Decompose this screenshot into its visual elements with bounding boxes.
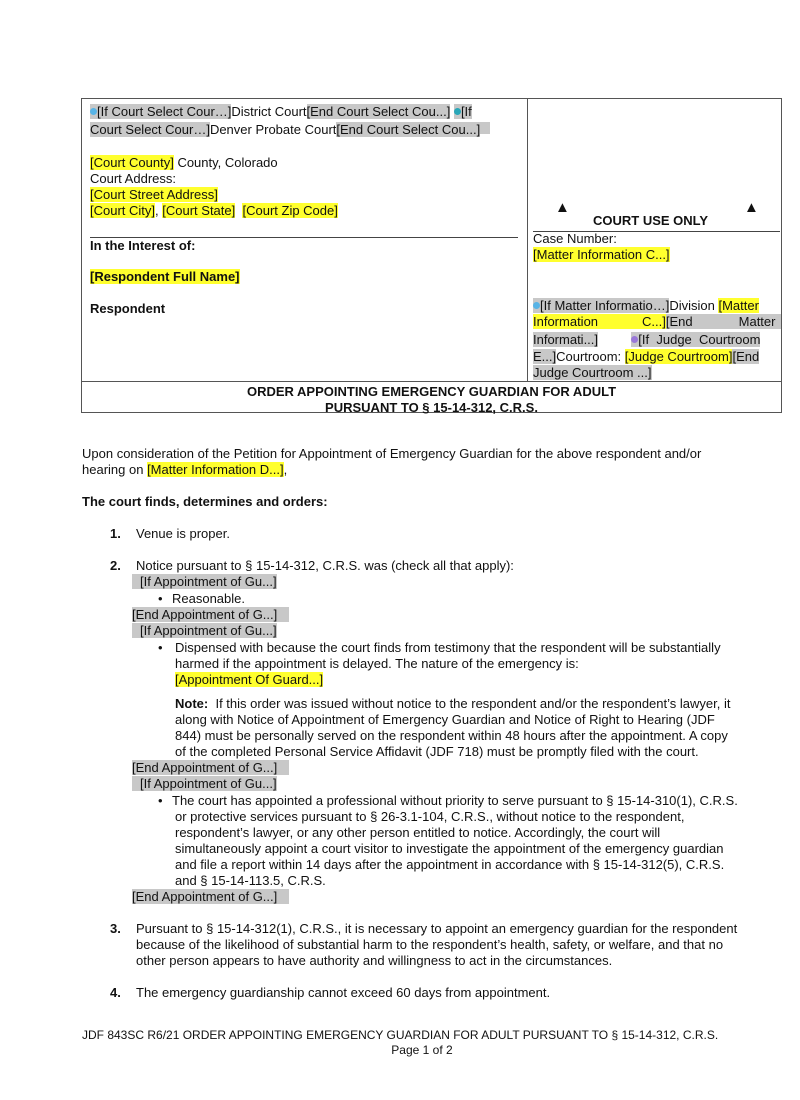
intro-prefix: hearing on bbox=[82, 462, 148, 477]
note-text: If this order was issued without notice to the respondent and/or the respondent’s lawyer, it bbox=[215, 696, 731, 711]
end-appointment-line bbox=[132, 760, 289, 776]
case-number-field[interactable]: [Matter Information C...] bbox=[533, 247, 670, 262]
item-text-line-2: because of the likelihood of substantial harm to the respondent’s health, safety, or welfare, and that no bbox=[136, 937, 724, 952]
court-city-line bbox=[90, 203, 338, 219]
title-line-1: ORDER APPOINTING EMERGENCY GUARDIAN FOR ADULT bbox=[246, 384, 617, 399]
division-line-2 bbox=[533, 314, 781, 330]
field-marker-icon bbox=[90, 108, 97, 115]
court-street-field[interactable]: [Court Street Address] bbox=[90, 187, 218, 202]
court-name-line-2 bbox=[90, 122, 490, 138]
end-appointment-line bbox=[132, 607, 289, 623]
if-appointment-line bbox=[132, 623, 277, 639]
page-footer bbox=[82, 1028, 762, 1058]
courtroom-end-line bbox=[533, 365, 652, 381]
court-address-label: Court Address: bbox=[90, 171, 176, 186]
item-number: 4. bbox=[110, 985, 121, 1000]
end-appointment-field[interactable]: [End Appointment of G...] bbox=[132, 760, 289, 775]
bullet: • bbox=[158, 640, 163, 655]
if-appointment-line bbox=[132, 776, 277, 792]
professional-line-3: respondent’s lawyer, or any other person entitled to notice. Accordingly, the court will bbox=[175, 825, 661, 840]
if-appointment-field[interactable]: [If Appointment of Gu...] bbox=[132, 776, 277, 791]
document-title bbox=[82, 384, 781, 416]
item-number: 1. bbox=[110, 526, 121, 541]
bullet: • bbox=[158, 793, 163, 808]
division-field-cont[interactable]: Information bbox=[533, 314, 618, 329]
judge-word: Judge bbox=[656, 332, 692, 347]
professional-line-5: and file a report within 14 days after the appointment in accordance with § 15-14-312(5), C.R.S. bbox=[175, 857, 725, 872]
if-court-select-field-2[interactable]: [If bbox=[460, 104, 472, 119]
case-number-label: Case Number: bbox=[533, 231, 617, 246]
caption-vertical-divider bbox=[527, 99, 528, 381]
end-matter-info-tail[interactable]: Informati...] bbox=[533, 332, 599, 347]
professional-line-2: or protective services pursuant to § 26-3.1-104, C.R.S., without notice to the respondent, bbox=[175, 809, 685, 824]
end-appointment-line bbox=[132, 889, 289, 905]
caption-box bbox=[81, 98, 782, 413]
note-line-2: along with Notice of Appointment of Emergency Guardian and Notice of Right to Hearing (JDF bbox=[175, 712, 715, 727]
courtroom-line bbox=[533, 349, 759, 365]
page-number: Page 1 of 2 bbox=[391, 1043, 453, 1057]
item-text-line-3: other person appears to have authority and willingness to act in the circumstances. bbox=[136, 953, 613, 968]
note-line-4: of the completed Personal Service Affidavit (JDF 718) must be promptly filed with the court. bbox=[175, 744, 699, 759]
end-judge-courtroom-tail[interactable]: Judge Courtroom ...] bbox=[533, 365, 652, 380]
dispensed-line-1: Dispensed with because the court finds from testimony that the respondent will be substantially bbox=[175, 640, 721, 655]
footer-form-id: JDF 843SC R6/21 ORDER APPOINTING EMERGENCY GUARDIAN FOR ADULT PURSUANT TO § 15-14-312, C.R.S. bbox=[82, 1028, 719, 1042]
item-text: The emergency guardianship cannot exceed 60 days from appointment. bbox=[136, 985, 551, 1000]
emergency-nature-field[interactable]: [Appointment Of Guard...] bbox=[175, 672, 324, 687]
intro-line-1: Upon consideration of the Petition for Appointment of Emergency Guardian for the above respondent and/or bbox=[82, 446, 702, 461]
court-zip-field[interactable]: [Court Zip Code] bbox=[242, 203, 338, 218]
court-city-field[interactable]: [Court City] bbox=[90, 203, 156, 218]
respondent-name-line bbox=[90, 269, 240, 285]
interest-label: In the Interest of: bbox=[90, 238, 196, 253]
if-appointment-field[interactable]: [If Appointment of Gu...] bbox=[132, 623, 277, 638]
judge-courtroom-field[interactable]: [Judge Courtroom] bbox=[624, 349, 733, 364]
title-line-2: PURSUANT TO § 15-14-312, C.R.S. bbox=[325, 400, 538, 415]
field-marker-icon bbox=[454, 108, 461, 115]
triangle-left-icon: ▲ bbox=[555, 199, 570, 216]
note-line-1 bbox=[175, 696, 730, 712]
item-text-line-1: Pursuant to § 15-14-312(1), C.R.S., it is necessary to appoint an emergency guardian for the respondent bbox=[136, 921, 738, 936]
note-line-3: 844) must be personally served on the respondent within 48 hours after the appointment. A copy bbox=[175, 728, 728, 743]
findings-heading: The court finds, determines and orders: bbox=[82, 494, 328, 509]
end-appointment-field[interactable]: [End Appointment of G...] bbox=[132, 889, 289, 904]
triangle-right-icon: ▲ bbox=[744, 199, 759, 216]
division-line-1 bbox=[533, 298, 781, 314]
division-field-end[interactable]: C...] bbox=[618, 314, 666, 329]
item-text: Notice pursuant to § 15-14-312, C.R.S. was (check all that apply): bbox=[136, 558, 514, 573]
division-field[interactable]: [Matter bbox=[718, 298, 759, 313]
intro-suffix: , bbox=[283, 462, 288, 477]
judge-line-1 bbox=[533, 332, 760, 348]
county-suffix: County, Colorado bbox=[173, 155, 278, 170]
case-number-line bbox=[533, 247, 670, 263]
respondent-name-field[interactable]: [Respondent Full Name] bbox=[90, 269, 240, 284]
bullet: • bbox=[158, 591, 163, 606]
end-court-select-field-2[interactable]: [End Court Select Cou...] bbox=[336, 122, 481, 137]
professional-line-1: The court has appointed a professional without priority to serve pursuant to § 15-14-310(1), C.R.S. bbox=[172, 793, 738, 808]
caption-horizontal-divider bbox=[82, 381, 781, 382]
professional-line-4: simultaneously appoint a court visitor to investigate the appointment of the emergency guardian bbox=[175, 841, 724, 856]
courtroom-word: Courtroom bbox=[699, 332, 761, 347]
end-judge-courtroom-field[interactable]: [End bbox=[732, 349, 760, 364]
if-matter-info-field[interactable]: [If Matter Informatio…] bbox=[540, 298, 670, 313]
if-judge-courtroom-tail[interactable]: E...] bbox=[533, 349, 557, 364]
if-judge-courtroom-field[interactable]: [If bbox=[638, 332, 650, 347]
reasonable-text: Reasonable. bbox=[172, 591, 245, 606]
emergency-nature-line bbox=[175, 672, 323, 688]
item-text: Venue is proper. bbox=[136, 526, 230, 541]
courtroom-label: Courtroom: bbox=[556, 349, 622, 364]
if-appointment-line bbox=[132, 574, 277, 590]
end-matter-info-cont[interactable]: Matter bbox=[739, 314, 782, 329]
respondent-label: Respondent bbox=[90, 301, 166, 316]
court-use-only-label: COURT USE ONLY bbox=[593, 213, 709, 228]
denver-probate-court-text: Denver Probate Court bbox=[209, 122, 337, 137]
if-court-select-field[interactable]: [If Court Select Cour…] bbox=[97, 104, 232, 119]
professional-line-6: and § 15-14-113.5, C.R.S. bbox=[175, 873, 326, 888]
end-court-select-field[interactable]: [End Court Select Cou...] bbox=[306, 104, 451, 119]
court-county-line bbox=[90, 155, 278, 171]
field-marker-icon bbox=[533, 302, 540, 309]
court-name-line-1 bbox=[90, 104, 472, 120]
district-court-text: District Court bbox=[231, 104, 307, 119]
court-select-field-cont[interactable]: Court Select Cour…] bbox=[90, 122, 210, 137]
division-label: Division bbox=[669, 298, 715, 313]
court-county-field[interactable]: [Court County] bbox=[90, 155, 174, 170]
comma: , bbox=[155, 203, 159, 218]
dispensed-line-2: harmed if the appointment is delayed. The nature of the emergency is: bbox=[175, 656, 579, 671]
end-matter-info-field[interactable]: [End bbox=[666, 314, 739, 329]
end-appointment-field[interactable]: [End Appointment of G...] bbox=[132, 607, 289, 622]
item-number: 3. bbox=[110, 921, 121, 936]
intro-line-2 bbox=[82, 462, 287, 478]
note-label: Note: bbox=[175, 696, 209, 711]
court-street-line bbox=[90, 187, 218, 203]
court-state-field[interactable]: [Court State] bbox=[162, 203, 236, 218]
if-appointment-field[interactable]: [If Appointment of Gu...] bbox=[132, 574, 277, 589]
hearing-date-field[interactable]: [Matter Information D...] bbox=[147, 462, 284, 477]
item-number: 2. bbox=[110, 558, 121, 573]
